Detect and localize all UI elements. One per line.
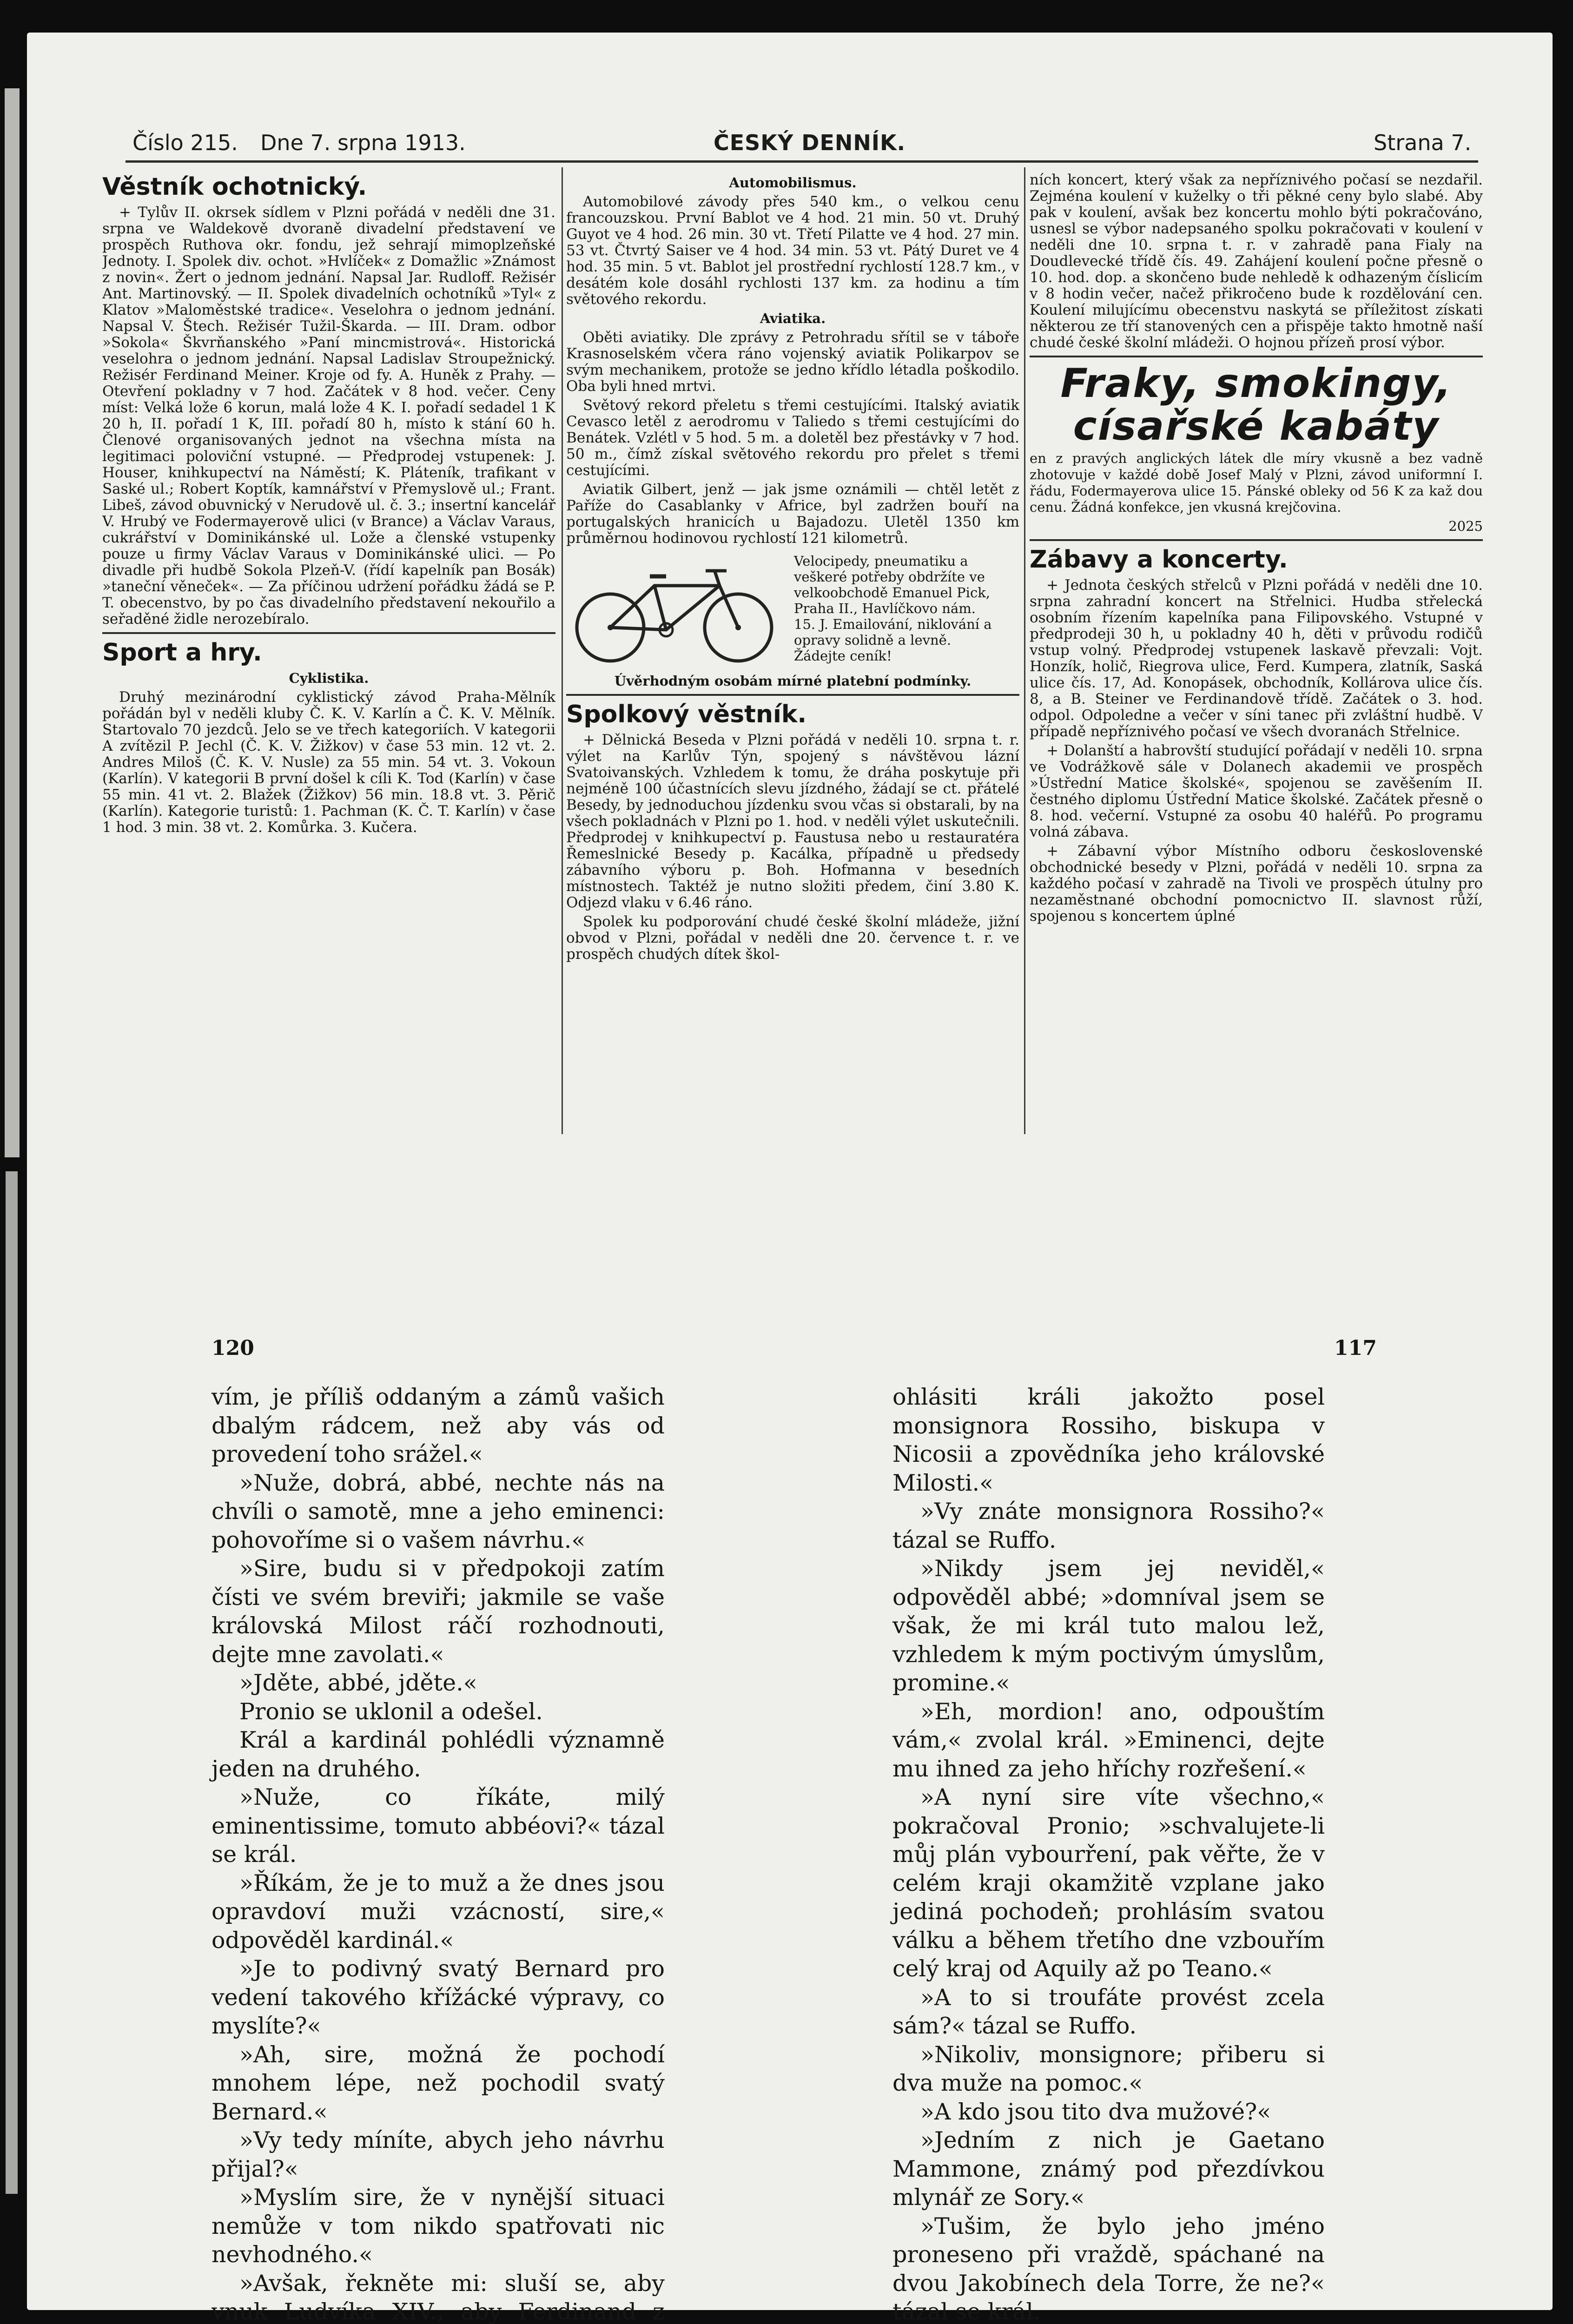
left-scan-edge — [5, 88, 20, 1157]
page-label: Strana 7. — [1374, 130, 1472, 155]
aviation-gilbert: Aviatik Gilbert, jenž — jak jsme oznámili — chtěl letět z Paříže do Casablanky v Africe, byl zadržen bouří na portugalských hranicích u Bajadozu. Uletěl 1350 km průměrnou hodinovou rychlostí 121 kilometrů. — [566, 481, 1019, 547]
section-title-zabavy: Zábavy a koncerty. — [1030, 546, 1288, 574]
section-divider — [1030, 356, 1483, 357]
bicycle-ad-text: Velocipedy, pneumatiku a veškeré potřeby obdržíte ve velkoobchodě Emanuel Pick, Praha II., Havlíčkovo nám. 15. J. Emailování, niklování a opravy solidně a levně. Žádejte ceník! — [794, 553, 992, 664]
header-rule — [126, 160, 1478, 163]
tyl-announcement: + Tylův II. okrsek sídlem v Plzni pořádá v neděli dne 31. srpna ve Waldekově dvoraně divadelní představení ve prospěch Ruthova okr. fondu, jež sehrají mimoplzeňské Jednoty. I. Spolek div. ochot. »Hvlíček« z Domažlic »Známost z novin«. Žert o jednom jednání. Napsal Jar. Rudloff. Režisér Ant. Martinovský. — II. Spolek divadelních ochotníků »Tyl« z Klatov »Maloměstské tradice«. Veselohra o jednom jednání. Napsal V. Štech. Režisér Tužil-Škarda. — III. Dram. odbor »Sokola« Škvrňanského »Paní mincmistrová«. Historická veselohra o jednom jednání. Napsal Ladislav Stroupežnický. Režisér Ferdinand Meiner. Kroje od fy. A. Huněk z Prahy. — Otevření pokladny v 7 hod. Začátek v 8 hod. večer. Ceny míst: Velká lože 6 korun, malá lože 4 K. I. pořadí sedadel 1 K 20 h, II. pořadí 1 K, III. pořadí 80 h, místo k stání 60 h. Členové organisovaných jednot na všechna místa na legitimaci poloviční vstupné. — Předprodej vstupenek: J. Houser, knihkupectví na Náměstí; K. Pláteník, trafikant v Saské ul.; Robert Koptík, kamnářství v Přemyslově ul.; Frant. Libeš, závod obuvnický v Nerudově ul. č. 3.; insertní kancelář V. Hrubý ve Fodermayerově ulici (v Brance) a Václav Varaus, cukrářství v Dominikánské ul. Lože a členské vstupenky pouze u firmy Václav Varaus v Dominikánské ulici. — Po divadle při hudbě Sokola Plzeň-V. (řídí kapelník pan Bosák) »taneční věneček«. — Za příčinou udržení pořádku žádá se P. T. obecenstvo, by po čas divadelního představení nekouřilo a seřaděné židle nerozebíralo. — [102, 204, 555, 627]
novel-column-left — [211, 1383, 665, 2324]
novel-paragraph: »Jedním z nich je Gaetano Mammone, známý pod přezdívkou mlynář ze Sory.« — [892, 2127, 1325, 2211]
novel-paragraph: »Nikoliv, monsignore; přiberu si dva muže na pomoc.« — [892, 2041, 1325, 2096]
novel-paragraph: »Říkám, že je to muž a že dnes jsou opravdoví muži vzácností, sire,« odpověděl kardinál.« — [211, 1869, 665, 1954]
novel-paragraph: »Nuže, co říkáte, milý eminentissime, tomuto abbéovi?« tázal se král. — [211, 1784, 665, 1868]
novel-paragraph: »Ah, sire, možná že pochodí mnohem lépe, než pochodil svatý Bernard.« — [211, 2041, 665, 2125]
auto-report: Automobilové závody přes 540 km., o velkou cenu francouzskou. První Bablot ve 4 hod. 21 min. 50 vt. Druhý Guyot ve 4 hod. 26 min. 30 vt. Třetí Pilatte ve 4 hod. 27 min. 53 vt. Čtvrtý Saiser ve 4 hod. 34 min. 53 vt. Pátý Duret ve 4 hod. 35 min. 5 vt. Bablot jel prostřední rychlostí 128.7 km., v desátém kole dosáhl rychlosti 137 km. za hodinu a tím světového rekordu. — [566, 193, 1019, 308]
novel-column-right — [892, 1383, 1325, 2324]
tailor-ad-text: en z pravých anglických látek dle míry vkusně a bez vadně zhotovuje v každé době Josef Malý v Plzni, závod uniformní I. řádu, Fodermayerova ulice 15. Pánské obleky od 56 K za kaž dou cenu. Žádná konfekce, jen vkusná krejčovina. — [1030, 450, 1483, 515]
novel-paragraph: »Avšak, řekněte mi: sluší se, aby vnuk Ludvíka XIV., aby Ferdinand z — [211, 2270, 665, 2324]
novel-paragraph: »Je to podivný svatý Bernard pro vedení takového křížácké výpravy, co myslíte?« — [211, 1955, 665, 2039]
novel-paragraph: »Nikdy jsem jej neviděl,« odpověděl abbé; »domníval jsem se však, že mi král tuto malou lež, vzhledem k mým poctivým úmyslům, promine.« — [892, 1555, 1325, 1696]
issue-number: Číslo 215. — [132, 130, 238, 155]
school-support: Spolek ku podporování chudé české školní mládeže, jižní obvod v Plzni, pořádal v neděli dne 20. července t. r. ve prospěch chudých dítek škol- — [566, 913, 1019, 963]
aviation-victims: Oběti aviatiky. Dle zprávy z Petrohradu sřítil se v táboře Krasnoselském včera ráno vojenský aviatik Polikarpov se svým mechanikem, protože se jedno křídlo létadla poškodilo. Oba byli hned mrtvi. — [566, 329, 1019, 395]
strelci-concert: + Jednota českých střelců v Plzni pořádá v neděli dne 10. srpna zahradní koncert na Střelnici. Hudba střelecká osobním řízením kapelníka pana Filipovského. Vstupné v předprodeji 30 h, u pokladny 40 h, děti v průvodu rodičů vstup volný. Předprodej vstupenek laskavě převzali: Vojt. Honzík, holič, Riegrova ulice, Ferd. Kumpera, zlatník, Saská ulice čís. 17, Ad. Konopásek, obchodník, Kollárova ulice čís. 8, a B. Steiner ve Ferdinandově třídě. Začátek o 3. hod. odpol. Odpoledne a večer v síni tanec při zvláštní hudbě. V případě nepříznivého počasí ve všech dvoranách Střelnice. — [1030, 577, 1483, 740]
column-1 — [102, 172, 555, 1139]
delnicka-beseda: + Dělnická Beseda v Plzni pořádá v neděli 10. srpna t. r. výlet na Karlův Týn, spojený s návštěvou lázní Svatoivanských. Vzhledem k tomu, že dráha poskytuje při nejméně 100 účastnících slevu jízdného, žádají se ct. přátelé Besedy, by jednoduchou jízdenku svou včas si obstarali, by na všech pokladnách v Plzni po 1. hod. v neděli výlet uskutečnili. Předprodej v knihkupectví p. Faustusa nebo u restauratéra Řemeslnické Besedy p. Kacálka, případně u předsedy zábavního výboru p. Boh. Hofmanna v besedních místnostech. Taktéž je nutno složiti předem, činí 3.80 K. Odjezd vlaku v 6.46 ráno. — [566, 732, 1019, 911]
novel-paragraph: »A nyní sire víte všechno,« pokračoval Pronio; »schvalujete-li můj plán vybourření, pak věřte, že v celém kraji okamžitě vzplane jako jediná pochodeň; prohlásím svatou válku a během třetího dne vzbouřím celý kraj od Aquily až po Teano.« — [892, 1784, 1325, 1982]
section-title-sport: Sport a hry. — [102, 639, 262, 667]
merchant-festival: + Zábavní výbor Místního odboru československé obchodnické besedy v Plzni, pořádá v neděli 10. srpna za každého počasí v zahradě na Tivoli ve prospěch útulny pro nezaměstnané obchodní pomocnictvo II. slavnost růží, spojenou s koncertem úplné — [1030, 843, 1483, 924]
bicycle-ad-note: Úvěrhodným osobám mírné platební podmínky. — [614, 673, 972, 689]
novel-page-number-left: 120 — [211, 1336, 254, 1360]
novel-paragraph: »Myslím sire, že v nynější situaci nemůže v tom nikdo spatřovati nic nevhodného.« — [211, 2184, 665, 2268]
concert-continuation: ních koncert, který však za nepříznivého počasí se nezdařil. Zejména koulení v kuželky o tři pěkné ceny bylo slabé. Aby pak v koulení, avšak bez koncertu mohlo býti pokračováno, usnesl se výbor nadepsaného spolku pokračovati v koulení v neděli dne 10. srpna t. r. v zahradě pana Fialy na Doudlevecké třídě čís. 49. Zahájení koulení počne přesně o 10. hod. dop. a skončeno bude nehledě k odhazeným číslicím v 8 hodin večer, načež přikročeno bude k rozdělování cen. Koulení milujícímu obecenstvu naskytá se příležitost získati některou ze tří stanovených cen a přispěje takto hmotně naší chudé české školní mládeži. O hojnou přízeň prosí výbor. — [1030, 172, 1483, 351]
dolany-academy: + Dolanští a habrovští studující pořádají v neděli 10. srpna ve Vodrážkově sále v Dolanech akademii ve prospěch »Ústřední Matice školské«, spojenou se zavěšením II. čestného diplomu Ústřední Matice školské. Začátek přesně o 8. hod. večerní. Vstupné za osobu 40 haléřů. Po programu volná zábava. — [1030, 742, 1483, 840]
section-divider — [566, 694, 1019, 696]
novel-paragraph: »Vy tedy míníte, abych jeho návrhu přijal?« — [211, 2127, 665, 2182]
novel-paragraph: ohlásiti králi jakožto posel monsignora Rossiho, biskupa v Nicosii a zpovědníka jeho královské Milosti.« — [892, 1384, 1325, 1496]
column-3 — [1030, 172, 1483, 1139]
novel-paragraph: »Eh, mordion! ano, odpouštím vám,« zvolal král. »Eminenci, dejte mu ihned za jeho hříchy rozřešení.« — [892, 1698, 1325, 1782]
novel-paragraph: »Jděte, abbé, jděte.« — [239, 1670, 477, 1696]
novel-paragraph: »Nuže, dobrá, abbé, nechte nás na chvíli o samotě, mne a jeho eminenci: pohovoříme si o vašem návrhu.« — [211, 1469, 665, 1553]
left-scan-edge-lower — [6, 1171, 18, 2194]
tailor-ad-number: 2025 — [1448, 518, 1483, 534]
novel-paragraph: vím, je příliš oddaným a zámů vašich dbalým rádcem, než aby vás od provedení toho srážel.« — [211, 1384, 665, 1467]
novel-paragraph: Král a kardinál pohlédli významně jeden na druhého. — [211, 1727, 665, 1782]
novel-paragraph: »A kdo jsou tito dva mužové?« — [920, 2098, 1271, 2125]
section-title-ochotnicky: Věstník ochotnický. — [102, 173, 367, 201]
subsection-automobilismus: Automobilismus. — [729, 175, 857, 191]
novel-page-number-right: 117 — [1334, 1336, 1377, 1360]
section-divider — [1030, 539, 1483, 541]
subsection-aviatika: Aviatika. — [760, 310, 826, 326]
cycling-report: Druhý mezinárodní cyklistický závod Praha-Mělník pořádán byl v neděli kluby Č. K. V. Karlín a Č. K. V. Mělník. Startovalo 70 jezdců. Jelo se ve třech kategoriích. V kategorii A zvítězil P. Jechl (Č. K. V. Žižkov) v čase 53 min. 12 vt. 2. Andres Miloš (Č. K. V. Nusle) za 55 min. 54 vt. 3. Vokoun (Karlín). V kategorii B první došel k cíli K. Tod (Karlín) v čase 55 min. 41 vt. 2. Blažek (Žižkov) 56 min. 18.8 vt. 3. Pěrič (Karlín). Kategorie turistů: 1. Pachman (K. Č. T. Karlín) v čase 1 hod. 3 min. 38 vt. 2. Komůrka. 3. Kučera. — [102, 689, 555, 836]
issue-date: Dne 7. srpna 1913. — [260, 130, 466, 155]
bicycle-ad — [566, 553, 1019, 669]
novel-paragraph: »Tušim, že bylo jeho jméno proneseno při vraždě, spáchané na dvou Jakobínech dela Torre, že ne?« tázal se král. — [892, 2212, 1325, 2324]
novel-paragraph: Pronio se uklonil a odešel. — [239, 1698, 543, 1725]
column-rule-1 — [562, 167, 563, 1134]
subsection-cycling: Cyklistika. — [289, 670, 369, 686]
novel-paragraph: »A to si troufáte provést zcela sám?« tázal se Ruffo. — [892, 1984, 1325, 2039]
novel-paragraph: »Sire, budu si v předpokoji zatím čísti ve svém breviři; jakmile se vaše královská Milost ráčí rozhodnouti, dejte mne zavolati.« — [211, 1555, 665, 1668]
bicycle-icon — [566, 558, 785, 665]
column-2 — [566, 172, 1019, 1139]
newspaper-title: ČESKÝ DENNÍK. — [714, 130, 906, 155]
aviation-record: Světový rekord přeletu s třemi cestujícími. Italský aviatik Cevasco letěl z aerodromu v Taliedo s třemi cestujícími do Benátek. Vzlétl v 5 hod. 5 m. a doletěl bez přestávky v 7 hod. 50 m., čímž získal světového rekordu pro přelet s třemi cestujícími. — [566, 397, 1019, 479]
section-title-spolky: Spolkový věstník. — [566, 700, 807, 728]
tailor-ad-title: Fraky, smokingy, císařské kabáty — [1060, 360, 1452, 449]
novel-paragraph: »Vy znáte monsignora Rossiho?« tázal se Ruffo. — [892, 1498, 1325, 1553]
column-rule-2 — [1024, 167, 1025, 1134]
section-divider — [102, 632, 555, 634]
